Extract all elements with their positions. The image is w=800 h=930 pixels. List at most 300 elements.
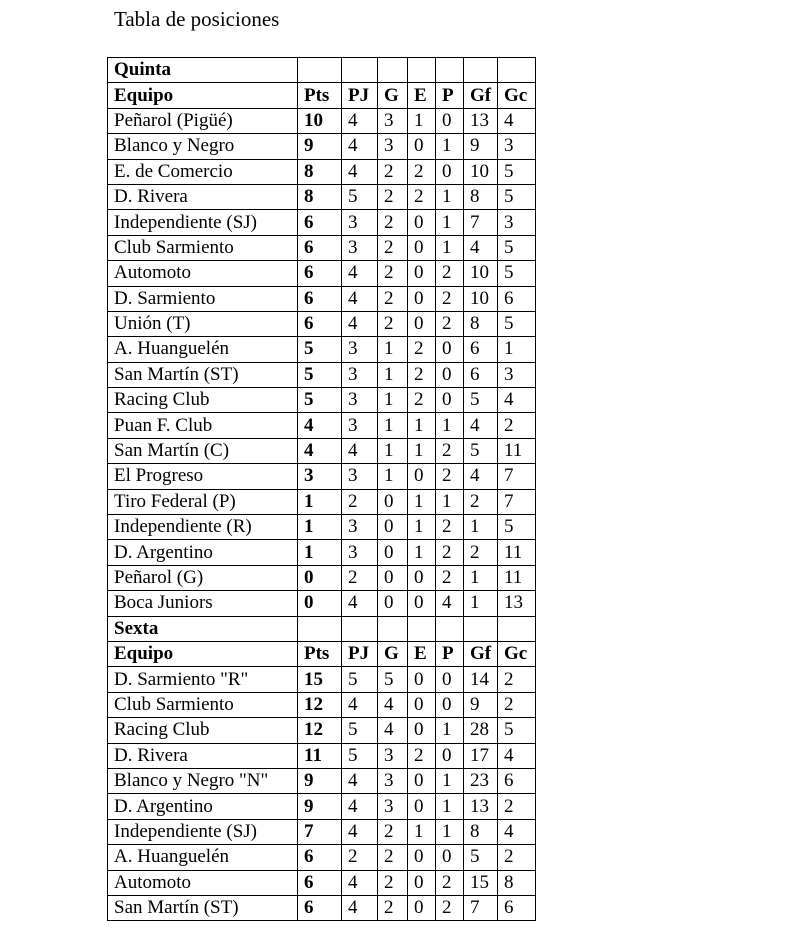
pts-cell: 6 — [298, 895, 342, 920]
pts-cell: 8 — [298, 184, 342, 209]
table-row — [108, 438, 536, 463]
empty-cell — [298, 58, 342, 83]
team-name-cell: D. Sarmiento "R" — [108, 667, 298, 692]
g-cell: 2 — [378, 870, 408, 895]
pj-cell: 5 — [342, 718, 378, 743]
pj-cell: 4 — [342, 819, 378, 844]
gc-cell: 4 — [498, 108, 536, 133]
table-row — [108, 718, 536, 743]
table-row — [108, 515, 536, 540]
table-row — [108, 413, 536, 438]
p-cell: 0 — [436, 667, 464, 692]
gc-cell: 4 — [498, 819, 536, 844]
gf-cell: 10 — [464, 261, 498, 286]
e-cell: 0 — [408, 261, 436, 286]
table-row — [108, 286, 536, 311]
table-row — [108, 540, 536, 565]
g-cell: 2 — [378, 895, 408, 920]
gc-cell: 6 — [498, 895, 536, 920]
team-name-cell: D. Rivera — [108, 743, 298, 768]
g-cell: 1 — [378, 438, 408, 463]
gc-cell: 3 — [498, 362, 536, 387]
team-name-cell: Independiente (SJ) — [108, 210, 298, 235]
table-row — [108, 261, 536, 286]
empty-cell — [436, 616, 464, 641]
g-cell: 3 — [378, 768, 408, 793]
p-cell: 0 — [436, 108, 464, 133]
pts-cell: 9 — [298, 134, 342, 159]
pts-cell: 6 — [298, 210, 342, 235]
gc-cell: 7 — [498, 489, 536, 514]
column-header-p: P — [436, 83, 464, 108]
gf-cell: 6 — [464, 362, 498, 387]
table-row — [108, 210, 536, 235]
e-cell: 0 — [408, 718, 436, 743]
pts-cell: 6 — [298, 286, 342, 311]
pj-cell: 3 — [342, 388, 378, 413]
p-cell: 1 — [436, 210, 464, 235]
gc-cell: 13 — [498, 591, 536, 616]
pts-cell: 9 — [298, 794, 342, 819]
g-cell: 2 — [378, 311, 408, 336]
p-cell: 2 — [436, 286, 464, 311]
table-row — [108, 794, 536, 819]
team-name-cell: D. Argentino — [108, 794, 298, 819]
gc-cell: 5 — [498, 235, 536, 260]
table-row — [108, 870, 536, 895]
team-name-cell: Independiente (R) — [108, 515, 298, 540]
column-header-pj: PJ — [342, 83, 378, 108]
table-row — [108, 108, 536, 133]
pj-cell: 4 — [342, 159, 378, 184]
p-cell: 2 — [436, 464, 464, 489]
g-cell: 0 — [378, 565, 408, 590]
table-row — [108, 159, 536, 184]
table-row — [108, 311, 536, 336]
e-cell: 0 — [408, 591, 436, 616]
team-name-cell: D. Sarmiento — [108, 286, 298, 311]
column-header-pj: PJ — [342, 641, 378, 666]
team-name-cell: Blanco y Negro "N" — [108, 768, 298, 793]
g-cell: 3 — [378, 743, 408, 768]
gc-cell: 5 — [498, 159, 536, 184]
gf-cell: 7 — [464, 895, 498, 920]
team-name-cell: Independiente (SJ) — [108, 819, 298, 844]
team-name-cell: Racing Club — [108, 388, 298, 413]
g-cell: 0 — [378, 489, 408, 514]
table-row — [108, 235, 536, 260]
g-cell: 2 — [378, 845, 408, 870]
team-name-cell: Automoto — [108, 870, 298, 895]
e-cell: 2 — [408, 184, 436, 209]
g-cell: 3 — [378, 794, 408, 819]
gf-cell: 9 — [464, 692, 498, 717]
e-cell: 0 — [408, 286, 436, 311]
p-cell: 1 — [436, 768, 464, 793]
table-row — [108, 743, 536, 768]
column-header-team: Equipo — [108, 641, 298, 666]
column-header-gc: Gc — [498, 83, 536, 108]
gf-cell: 1 — [464, 515, 498, 540]
gf-cell: 6 — [464, 337, 498, 362]
team-name-cell: A. Huanguelén — [108, 337, 298, 362]
gf-cell: 1 — [464, 565, 498, 590]
gc-cell: 2 — [498, 845, 536, 870]
pts-cell: 8 — [298, 159, 342, 184]
empty-cell — [342, 616, 378, 641]
pj-cell: 2 — [342, 489, 378, 514]
g-cell: 4 — [378, 718, 408, 743]
e-cell: 1 — [408, 413, 436, 438]
gf-cell: 8 — [464, 311, 498, 336]
p-cell: 0 — [436, 337, 464, 362]
pts-cell: 4 — [298, 413, 342, 438]
gc-cell: 5 — [498, 515, 536, 540]
p-cell: 1 — [436, 819, 464, 844]
gc-cell: 6 — [498, 768, 536, 793]
g-cell: 0 — [378, 515, 408, 540]
gc-cell: 4 — [498, 743, 536, 768]
team-name-cell: Blanco y Negro — [108, 134, 298, 159]
e-cell: 0 — [408, 210, 436, 235]
e-cell: 0 — [408, 845, 436, 870]
g-cell: 2 — [378, 286, 408, 311]
pj-cell: 4 — [342, 591, 378, 616]
g-cell: 4 — [378, 692, 408, 717]
pj-cell: 3 — [342, 362, 378, 387]
section-title: Sexta — [108, 616, 298, 641]
gc-cell: 1 — [498, 337, 536, 362]
pj-cell: 2 — [342, 565, 378, 590]
e-cell: 1 — [408, 819, 436, 844]
pts-cell: 7 — [298, 819, 342, 844]
table-row — [108, 895, 536, 920]
pj-cell: 4 — [342, 286, 378, 311]
table-row — [108, 489, 536, 514]
p-cell: 2 — [436, 565, 464, 590]
p-cell: 4 — [436, 591, 464, 616]
pts-cell: 5 — [298, 388, 342, 413]
pj-cell: 4 — [342, 692, 378, 717]
p-cell: 0 — [436, 388, 464, 413]
section-row — [108, 616, 536, 641]
g-cell: 1 — [378, 362, 408, 387]
e-cell: 1 — [408, 438, 436, 463]
pts-cell: 6 — [298, 311, 342, 336]
pj-cell: 3 — [342, 337, 378, 362]
g-cell: 1 — [378, 464, 408, 489]
e-cell: 0 — [408, 794, 436, 819]
e-cell: 0 — [408, 235, 436, 260]
team-name-cell: San Martín (ST) — [108, 895, 298, 920]
gf-cell: 13 — [464, 108, 498, 133]
team-name-cell: A. Huanguelén — [108, 845, 298, 870]
column-header-pts: Pts — [298, 641, 342, 666]
gf-cell: 2 — [464, 540, 498, 565]
team-name-cell: Peñarol (G) — [108, 565, 298, 590]
team-name-cell: San Martín (C) — [108, 438, 298, 463]
team-name-cell: Puan F. Club — [108, 413, 298, 438]
gc-cell: 7 — [498, 464, 536, 489]
pts-cell: 1 — [298, 515, 342, 540]
gf-cell: 8 — [464, 819, 498, 844]
pj-cell: 4 — [342, 438, 378, 463]
gc-cell: 4 — [498, 388, 536, 413]
p-cell: 0 — [436, 743, 464, 768]
e-cell: 0 — [408, 565, 436, 590]
pts-cell: 10 — [298, 108, 342, 133]
table-row — [108, 768, 536, 793]
gc-cell: 3 — [498, 210, 536, 235]
column-header-row — [108, 641, 536, 666]
team-name-cell: Club Sarmiento — [108, 235, 298, 260]
gf-cell: 2 — [464, 489, 498, 514]
p-cell: 0 — [436, 692, 464, 717]
gc-cell: 5 — [498, 718, 536, 743]
p-cell: 1 — [436, 413, 464, 438]
gc-cell: 11 — [498, 540, 536, 565]
standings-table — [107, 57, 536, 921]
gf-cell: 17 — [464, 743, 498, 768]
empty-cell — [408, 616, 436, 641]
gc-cell: 3 — [498, 134, 536, 159]
p-cell: 2 — [436, 261, 464, 286]
pj-cell: 4 — [342, 768, 378, 793]
g-cell: 2 — [378, 159, 408, 184]
g-cell: 3 — [378, 134, 408, 159]
empty-cell — [464, 58, 498, 83]
p-cell: 2 — [436, 311, 464, 336]
e-cell: 1 — [408, 515, 436, 540]
pts-cell: 1 — [298, 540, 342, 565]
g-cell: 1 — [378, 337, 408, 362]
p-cell: 2 — [436, 515, 464, 540]
column-header-g: G — [378, 641, 408, 666]
e-cell: 0 — [408, 311, 436, 336]
pts-cell: 0 — [298, 565, 342, 590]
gf-cell: 7 — [464, 210, 498, 235]
gf-cell: 5 — [464, 845, 498, 870]
pts-cell: 5 — [298, 362, 342, 387]
table-row — [108, 464, 536, 489]
pts-cell: 0 — [298, 591, 342, 616]
table-row — [108, 565, 536, 590]
team-name-cell: Club Sarmiento — [108, 692, 298, 717]
pts-cell: 6 — [298, 870, 342, 895]
p-cell: 2 — [436, 540, 464, 565]
gc-cell: 11 — [498, 565, 536, 590]
e-cell: 0 — [408, 895, 436, 920]
team-name-cell: D. Argentino — [108, 540, 298, 565]
gc-cell: 5 — [498, 261, 536, 286]
gf-cell: 10 — [464, 286, 498, 311]
table-row — [108, 362, 536, 387]
team-name-cell: Tiro Federal (P) — [108, 489, 298, 514]
pts-cell: 12 — [298, 692, 342, 717]
gc-cell: 2 — [498, 692, 536, 717]
gf-cell: 9 — [464, 134, 498, 159]
table-row — [108, 337, 536, 362]
table-row — [108, 134, 536, 159]
e-cell: 0 — [408, 768, 436, 793]
gf-cell: 15 — [464, 870, 498, 895]
pj-cell: 4 — [342, 895, 378, 920]
pts-cell: 12 — [298, 718, 342, 743]
pts-cell: 6 — [298, 235, 342, 260]
column-header-team: Equipo — [108, 83, 298, 108]
gf-cell: 1 — [464, 591, 498, 616]
e-cell: 2 — [408, 743, 436, 768]
gc-cell: 2 — [498, 413, 536, 438]
gf-cell: 5 — [464, 388, 498, 413]
gc-cell: 11 — [498, 438, 536, 463]
p-cell: 1 — [436, 134, 464, 159]
p-cell: 1 — [436, 184, 464, 209]
pj-cell: 4 — [342, 261, 378, 286]
empty-cell — [342, 58, 378, 83]
page-title: Tabla de posiciones — [114, 7, 280, 31]
gf-cell: 4 — [464, 464, 498, 489]
gf-cell: 23 — [464, 768, 498, 793]
e-cell: 0 — [408, 692, 436, 717]
pts-cell: 9 — [298, 768, 342, 793]
pts-cell: 6 — [298, 261, 342, 286]
column-header-gc: Gc — [498, 641, 536, 666]
pj-cell: 5 — [342, 743, 378, 768]
g-cell: 1 — [378, 413, 408, 438]
empty-cell — [378, 616, 408, 641]
gf-cell: 4 — [464, 413, 498, 438]
p-cell: 0 — [436, 362, 464, 387]
g-cell: 2 — [378, 210, 408, 235]
empty-cell — [378, 58, 408, 83]
g-cell: 0 — [378, 540, 408, 565]
column-header-p: P — [436, 641, 464, 666]
pts-cell: 6 — [298, 845, 342, 870]
pj-cell: 3 — [342, 413, 378, 438]
gc-cell: 2 — [498, 794, 536, 819]
gc-cell: 6 — [498, 286, 536, 311]
gf-cell: 13 — [464, 794, 498, 819]
e-cell: 0 — [408, 134, 436, 159]
p-cell: 1 — [436, 794, 464, 819]
column-header-g: G — [378, 83, 408, 108]
e-cell: 1 — [408, 540, 436, 565]
team-name-cell: El Progreso — [108, 464, 298, 489]
p-cell: 0 — [436, 845, 464, 870]
pts-cell: 1 — [298, 489, 342, 514]
e-cell: 2 — [408, 159, 436, 184]
pj-cell: 2 — [342, 845, 378, 870]
pj-cell: 4 — [342, 870, 378, 895]
team-name-cell: Unión (T) — [108, 311, 298, 336]
column-header-gf: Gf — [464, 641, 498, 666]
team-name-cell: D. Rivera — [108, 184, 298, 209]
team-name-cell: E. de Comercio — [108, 159, 298, 184]
gf-cell: 5 — [464, 438, 498, 463]
table-row — [108, 184, 536, 209]
pj-cell: 4 — [342, 794, 378, 819]
gc-cell: 5 — [498, 311, 536, 336]
p-cell: 2 — [436, 438, 464, 463]
team-name-cell: San Martín (ST) — [108, 362, 298, 387]
gf-cell: 8 — [464, 184, 498, 209]
pts-cell: 4 — [298, 438, 342, 463]
e-cell: 0 — [408, 667, 436, 692]
g-cell: 2 — [378, 184, 408, 209]
team-name-cell: Peñarol (Pigüé) — [108, 108, 298, 133]
pj-cell: 3 — [342, 210, 378, 235]
empty-cell — [498, 58, 536, 83]
e-cell: 2 — [408, 362, 436, 387]
p-cell: 1 — [436, 235, 464, 260]
empty-cell — [298, 616, 342, 641]
pj-cell: 5 — [342, 184, 378, 209]
e-cell: 2 — [408, 337, 436, 362]
g-cell: 0 — [378, 591, 408, 616]
pj-cell: 3 — [342, 515, 378, 540]
pj-cell: 3 — [342, 464, 378, 489]
column-header-pts: Pts — [298, 83, 342, 108]
pj-cell: 3 — [342, 235, 378, 260]
pj-cell: 5 — [342, 667, 378, 692]
empty-cell — [408, 58, 436, 83]
gf-cell: 4 — [464, 235, 498, 260]
pts-cell: 15 — [298, 667, 342, 692]
p-cell: 2 — [436, 870, 464, 895]
section-row — [108, 58, 536, 83]
p-cell: 1 — [436, 489, 464, 514]
gf-cell: 10 — [464, 159, 498, 184]
column-header-e: E — [408, 641, 436, 666]
table-row — [108, 845, 536, 870]
p-cell: 1 — [436, 718, 464, 743]
pts-cell: 5 — [298, 337, 342, 362]
g-cell: 3 — [378, 108, 408, 133]
pts-cell: 11 — [298, 743, 342, 768]
gc-cell: 2 — [498, 667, 536, 692]
gf-cell: 14 — [464, 667, 498, 692]
table-row — [108, 692, 536, 717]
g-cell: 5 — [378, 667, 408, 692]
table-row — [108, 591, 536, 616]
e-cell: 0 — [408, 464, 436, 489]
pj-cell: 3 — [342, 540, 378, 565]
pj-cell: 4 — [342, 134, 378, 159]
empty-cell — [464, 616, 498, 641]
e-cell: 1 — [408, 108, 436, 133]
team-name-cell: Racing Club — [108, 718, 298, 743]
e-cell: 0 — [408, 870, 436, 895]
team-name-cell: Automoto — [108, 261, 298, 286]
g-cell: 2 — [378, 235, 408, 260]
section-title: Quinta — [108, 58, 298, 83]
table-row — [108, 388, 536, 413]
g-cell: 2 — [378, 819, 408, 844]
p-cell: 0 — [436, 159, 464, 184]
p-cell: 2 — [436, 895, 464, 920]
gf-cell: 28 — [464, 718, 498, 743]
e-cell: 1 — [408, 489, 436, 514]
pj-cell: 4 — [342, 311, 378, 336]
column-header-row — [108, 83, 536, 108]
table-row — [108, 667, 536, 692]
g-cell: 1 — [378, 388, 408, 413]
column-header-e: E — [408, 83, 436, 108]
pj-cell: 4 — [342, 108, 378, 133]
table-row — [108, 819, 536, 844]
gc-cell: 5 — [498, 184, 536, 209]
